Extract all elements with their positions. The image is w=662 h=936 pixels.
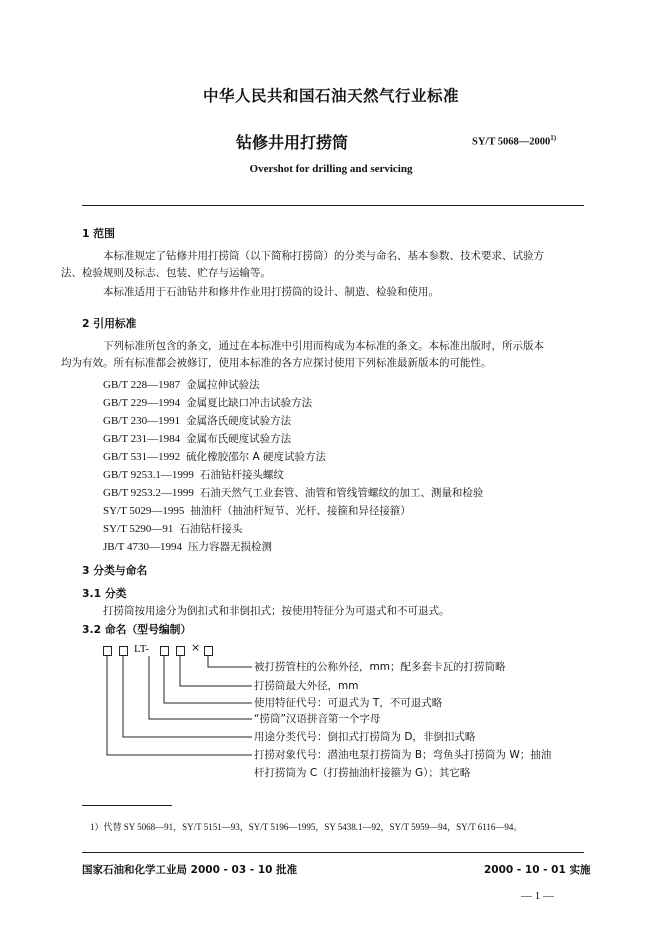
ref-title: 金属洛氏硬度试验方法 (186, 415, 292, 427)
model-label-object-code-cont: 杆打捞筒为 C（打捞抽油杆接箍为 G）；其它略 (254, 767, 471, 779)
section-1-para-1-line-2: 法、检验规则及标志、包装、贮存与运输等。 (61, 267, 271, 279)
ref-code: GB/T 531—1992 (103, 451, 181, 463)
ref-title: 抽油杆（抽油杆短节、光杆、接箍和异径接箍） (190, 505, 411, 517)
ref-title: 金属拉伸试验法 (186, 379, 260, 391)
footnote: 1）代替 SY 5068—91，SY/T 5151—93，SY/T 5196—1995，SY 5438.1—92，SY/T 5959—94，SY/T 6116—94。 (90, 822, 523, 832)
english-title: Overshot for drilling and servicing (249, 163, 413, 175)
page-number: — 1 — (521, 890, 554, 902)
ref-code: GB/T 9253.1—1999 (103, 469, 194, 481)
org-title: 中华人民共和国石油天然气行业标准 (202, 87, 459, 105)
leader-line-use-code (123, 656, 252, 737)
ref-title: 石油天然气工业套管、油管和管线管螺纹的加工、测量和检验 (199, 487, 484, 499)
ref-title: 硫化橡胶邵尔 A 硬度试验方法 (186, 451, 326, 463)
section-3-1-text: 打捞筒按用途分为倒扣式和非倒扣式；按使用特征分为可退式和不可退式。 (103, 605, 450, 617)
model-label-pinyin-letter: “捞筒”汉语拼音第一个字母 (254, 713, 381, 725)
ref-code: GB/T 231—1984 (103, 433, 181, 445)
ref-code: GB/T 9253.2—1999 (103, 487, 194, 499)
ref-title: 金属夏比缺口冲击试验方法 (186, 397, 313, 409)
ref-code: GB/T 229—1994 (103, 397, 181, 409)
model-label-feature-code: 使用特征代号：可退式为 T，不可退式略 (254, 697, 443, 709)
section-3-1-heading: 3.1 分类 (82, 587, 127, 600)
section-3-heading: 3 分类与命名 (82, 564, 148, 577)
model-label-max-od: 打捞筒最大外径，mm (254, 680, 359, 692)
ref-code: JB/T 4730—1994 (103, 541, 182, 553)
leader-line-max-od (180, 656, 252, 686)
doc-title: 钻修井用打捞筒 (236, 133, 349, 152)
std-number-footnote-mark: 1) (550, 134, 557, 142)
implementation-date: 2000 - 10 - 01 实施 (484, 864, 591, 876)
std-number-text: SY/T 5068—2000 (472, 136, 551, 148)
ref-title: 压力容器无损检测 (187, 541, 272, 553)
leader-line-target-od (208, 656, 252, 667)
model-label-object-code: 打捞对象代号：潜油电泵打捞筒为 B；弯鱼头打捞筒为 W；抽油 (254, 749, 552, 761)
section-1-para-2: 本标准适用于石油钻井和修井作业用打捞筒的设计、制造、检验和使用。 (103, 286, 439, 298)
model-lt-prefix: LT- (134, 643, 150, 655)
section-2-heading: 2 引用标准 (82, 317, 137, 330)
ref-code: SY/T 5290—91 (103, 523, 174, 535)
model-label-use-code: 用途分类代号：倒扣式打捞筒为 D，非倒扣式略 (254, 731, 476, 743)
footnote-rule (82, 805, 172, 806)
model-label-target-od: 被打捞管柱的公称外径，mm；配多套卡瓦的打捞筒略 (254, 661, 506, 673)
ref-code: GB/T 228—1987 (103, 379, 181, 391)
section-1-para-1-line-1: 本标准规定了钻修井用打捞筒（以下简称打捞筒）的分类与命名、基本参数、技术要求、试验方 (103, 250, 544, 262)
ref-title: 石油钻杆接头螺纹 (199, 469, 284, 481)
model-times-sign: × (191, 641, 201, 654)
section-3-2-heading: 3.2 命名（型号编制） (82, 623, 192, 636)
ref-code: GB/T 230—1991 (103, 415, 181, 427)
ref-title: 金属布氏硬度试验方法 (186, 433, 292, 445)
section-2-intro-line-1: 下列标准所包含的条文，通过在本标准中引用而构成为本标准的条文。本标准出版时，所示版本 (103, 340, 544, 352)
footer-rule (82, 852, 584, 853)
ref-code: SY/T 5029—1995 (103, 505, 185, 517)
ref-title: 石油钻杆接头 (179, 523, 243, 535)
section-1-heading: 1 范围 (82, 227, 115, 240)
section-2-intro-line-2: 均为有效。所有标准都会被修订，使用本标准的各方应探讨使用下列标准最新版本的可能性。 (61, 357, 492, 369)
approval-date: 国家石油和化学工业局 2000 - 03 - 10 批准 (82, 864, 298, 876)
